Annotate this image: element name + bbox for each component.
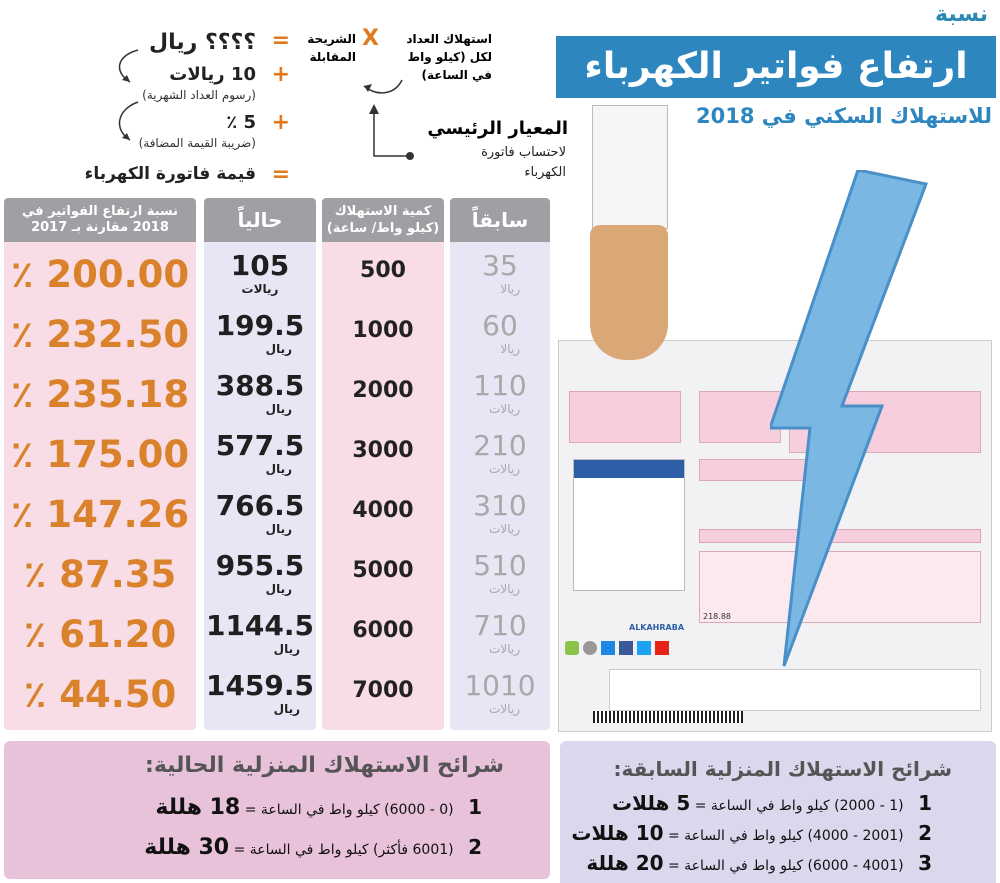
title-overline: نسبة	[935, 2, 988, 27]
windows-icon	[601, 641, 615, 655]
previous-price: 210	[473, 429, 527, 462]
quantity-value: 7000	[352, 678, 414, 703]
quantity-header	[322, 198, 444, 242]
current-price: 577.5	[215, 429, 305, 462]
tier-row	[155, 795, 482, 820]
previous-column	[450, 198, 550, 730]
previous-price: 310	[473, 489, 527, 522]
tier-number: 2	[468, 835, 482, 859]
tier-row	[144, 835, 482, 860]
quantity-header-label: كمية الاستهلاك (كيلو واط/ ساعة)	[326, 204, 440, 236]
barcode-icon	[593, 711, 743, 723]
bill-amount: 218.88	[703, 612, 731, 621]
quantity-value: 3000	[352, 438, 414, 463]
previous-tiers-title: شرائح الاستهلاك المنزلية السابقة:	[613, 757, 952, 781]
bill-stub	[609, 669, 981, 711]
quantity-value: 4000	[352, 498, 414, 523]
twitter-icon	[637, 641, 651, 655]
table-row	[204, 425, 316, 485]
table-row	[4, 425, 196, 485]
android-icon	[565, 641, 579, 655]
table-row	[204, 485, 316, 545]
previous-unit: ريالات	[489, 522, 520, 536]
increase-body	[4, 242, 196, 730]
previous-header	[450, 198, 550, 242]
current-price: 199.5	[215, 309, 305, 342]
previous-header-label: سابقاً	[471, 208, 529, 232]
current-unit: ريال	[265, 582, 292, 596]
table-row	[450, 665, 550, 725]
current-price: 388.5	[215, 369, 305, 402]
increase-header-label: نسبة ارتفاع الفواتير في 2018 مقارنة بـ 2017	[21, 204, 179, 235]
current-unit: ريال	[265, 462, 292, 476]
curved-arrow-icon	[354, 60, 414, 170]
current-unit: ريالات	[241, 282, 279, 296]
bill-brand: ALKAHRABA	[629, 623, 685, 632]
tier-price: 20 هللة	[586, 851, 664, 875]
previous-price: 35	[482, 249, 518, 282]
previous-price: 110	[473, 369, 527, 402]
tier-row	[612, 791, 932, 815]
table-row	[4, 545, 196, 605]
previous-tiers-box	[560, 741, 996, 883]
plus-sign: +	[271, 110, 290, 135]
quantity-value: 500	[360, 258, 406, 283]
table-row	[322, 605, 444, 665]
increase-value: ٪ 235.18	[10, 373, 190, 416]
previous-unit: ريالات	[489, 642, 520, 656]
quantity-value: 6000	[352, 618, 414, 643]
multiply-sign: X	[362, 26, 379, 51]
tier-range: (0 - 6000) كيلو واط في الساعة =	[244, 802, 454, 818]
bill-field	[569, 391, 681, 443]
current-header-label: حالياً	[237, 208, 283, 232]
increase-header	[4, 198, 196, 242]
quantity-value: 1000	[352, 318, 414, 343]
curved-arrow-icon	[108, 46, 148, 156]
increase-value: ٪ 147.26	[10, 493, 190, 536]
tier-range: (4001 - 6000) كيلو واط في الساعة =	[667, 858, 904, 874]
table-row	[4, 665, 196, 725]
table-row	[204, 245, 316, 305]
table-row	[4, 305, 196, 365]
tier-label: الشريحة المقابلة	[307, 32, 356, 64]
bill-side-table	[573, 459, 685, 591]
table-row	[450, 365, 550, 425]
table-row	[4, 485, 196, 545]
current-price: 105	[230, 249, 290, 282]
previous-price: 510	[473, 549, 527, 582]
tier-row	[571, 821, 932, 845]
table-row	[4, 365, 196, 425]
previous-unit: ريالا	[500, 342, 520, 356]
current-price: 1144.5	[205, 609, 315, 642]
previous-unit: ريالات	[489, 702, 520, 716]
current-unit: ريال	[265, 342, 292, 356]
table-row	[322, 245, 444, 305]
table-row	[450, 605, 550, 665]
social-icons	[565, 641, 695, 659]
criterion-title: المعيار الرئيسي	[427, 118, 568, 139]
table-row	[322, 545, 444, 605]
tier-range: (2001 - 4000) كيلو واط في الساعة =	[667, 828, 904, 844]
formula-result: ؟؟؟؟ ريال	[149, 30, 256, 55]
vat-value: 5 ٪	[226, 112, 256, 133]
facebook-icon	[619, 641, 633, 655]
increase-value: ٪ 200.00	[10, 253, 190, 296]
criterion-desc: لاحتساب فاتورة الكهرباء	[481, 145, 566, 180]
tier-price: 5 هللات	[612, 791, 691, 815]
previous-price: 60	[482, 309, 518, 342]
equals-sign: =	[271, 28, 290, 53]
quantity-column	[322, 198, 444, 730]
increase-value: ٪ 87.35	[23, 553, 177, 596]
bill-value-label: قيمة فاتورة الكهرباء	[84, 164, 256, 184]
table-row	[204, 545, 316, 605]
table-row	[322, 665, 444, 725]
current-header	[204, 198, 316, 242]
current-price: 955.5	[215, 549, 305, 582]
bill-field	[699, 391, 781, 443]
table-row	[204, 305, 316, 365]
meter-fee-value: 10 ريالات	[169, 64, 256, 85]
tier-number: 2	[918, 821, 932, 845]
tier-row	[586, 851, 932, 875]
table-row	[204, 665, 316, 725]
quantity-value: 5000	[352, 558, 414, 583]
table-row	[4, 245, 196, 305]
tier-range: (1 - 2000) كيلو واط في الساعة =	[694, 798, 904, 814]
tier-number: 1	[468, 795, 482, 819]
table-row	[4, 605, 196, 665]
previous-body	[450, 242, 550, 730]
previous-unit: ريالات	[489, 402, 520, 416]
youtube-icon	[655, 641, 669, 655]
increase-value: ٪ 44.50	[23, 673, 177, 716]
tier-number: 1	[918, 791, 932, 815]
lightning-bolt-icon	[770, 170, 930, 670]
table-row	[322, 485, 444, 545]
previous-price: 710	[473, 609, 527, 642]
plus-sign: +	[271, 62, 290, 87]
previous-unit: ريالات	[489, 462, 520, 476]
tier-range: (6001 فأكثر) كيلو واط في الساعة =	[233, 842, 454, 858]
sleeve-illustration	[592, 105, 668, 229]
table-row	[450, 425, 550, 485]
hand-illustration	[590, 225, 668, 360]
tier-price: 30 هللة	[144, 835, 230, 860]
current-tiers-box	[4, 741, 550, 879]
page-subtitle: للاستهلاك السكني في 2018	[696, 104, 992, 128]
table-row	[450, 305, 550, 365]
meter-fee-note: (رسوم العداد الشهرية)	[142, 88, 256, 102]
table-row	[322, 305, 444, 365]
table-row	[322, 365, 444, 425]
previous-unit: ريالات	[489, 582, 520, 596]
table-row	[450, 485, 550, 545]
current-unit: ريال	[265, 402, 292, 416]
quantity-value: 2000	[352, 378, 414, 403]
current-price: 1459.5	[205, 669, 315, 702]
equals-sign: =	[271, 162, 290, 187]
table-row	[450, 545, 550, 605]
previous-price: 1010	[464, 669, 536, 702]
current-price: 766.5	[215, 489, 305, 522]
meter-consumption-label: استهلاك العداد لكل (كيلو واط في الساعة)	[406, 32, 492, 82]
current-body	[204, 242, 316, 730]
apple-icon	[583, 641, 597, 655]
table-row	[204, 365, 316, 425]
tier-price: 18 هللة	[155, 795, 241, 820]
formula-block	[60, 28, 290, 193]
increase-column	[4, 198, 196, 730]
increase-value: ٪ 232.50	[10, 313, 190, 356]
current-unit: ريال	[265, 522, 292, 536]
increase-value: ٪ 61.20	[23, 613, 177, 656]
current-column	[204, 198, 316, 730]
tier-number: 3	[918, 851, 932, 875]
table-row	[204, 605, 316, 665]
tier-price: 10 هللات	[571, 821, 664, 845]
table-row	[450, 245, 550, 305]
current-unit: ريال	[273, 642, 300, 656]
vat-note: (ضريبة القيمة المضافة)	[138, 136, 256, 150]
current-unit: ريال	[273, 702, 300, 716]
table-row	[322, 425, 444, 485]
current-tiers-title: شرائح الاستهلاك المنزلية الحالية:	[145, 753, 504, 778]
increase-value: ٪ 175.00	[10, 433, 190, 476]
page-title: ارتفاع فواتير الكهرباء	[556, 36, 996, 98]
quantity-body	[322, 242, 444, 730]
previous-unit: ريالا	[500, 282, 520, 296]
